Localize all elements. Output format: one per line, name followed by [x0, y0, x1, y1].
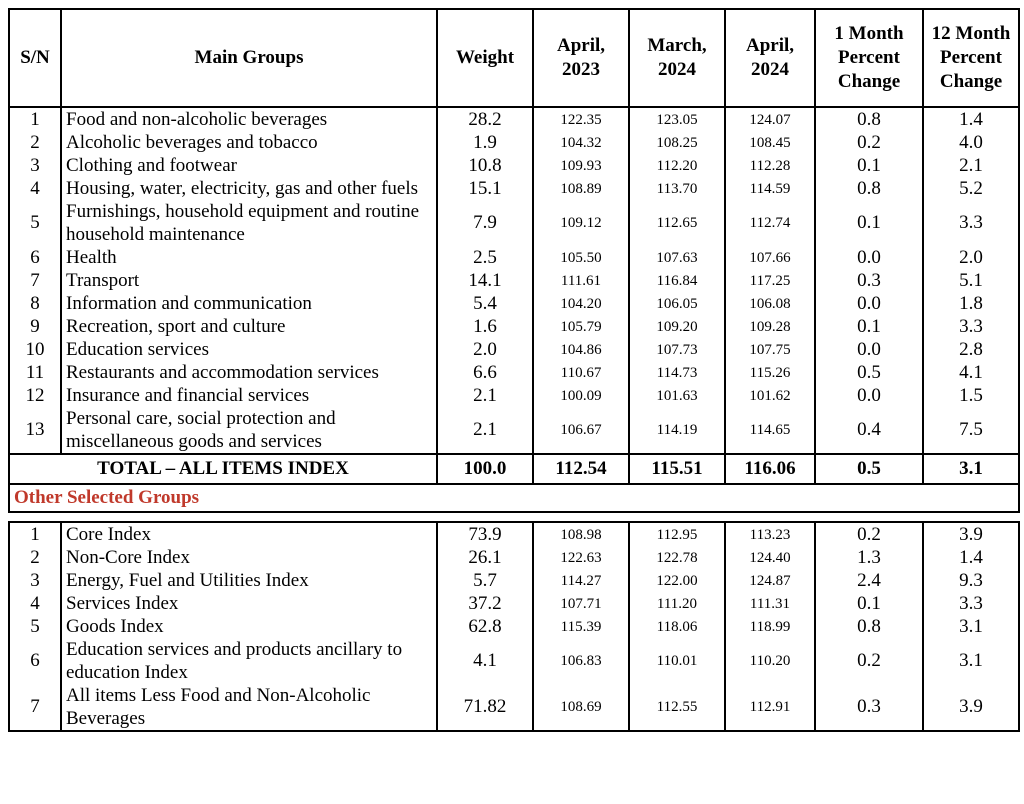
other-group-row — [9, 684, 1019, 731]
other-groups-title-row — [9, 484, 1019, 512]
row-group-name: Education services — [61, 338, 437, 361]
row-group-name: Personal care, social protection and miscellaneous goods and services — [61, 407, 437, 454]
row-march-2024: 114.19 — [629, 407, 725, 454]
row-group-name: Health — [61, 246, 437, 269]
row-1-month-change: 0.2 — [815, 131, 923, 154]
row-group-name: Food and non-alcoholic beverages — [61, 107, 437, 131]
other-group-row — [9, 522, 1019, 546]
row-weight: 2.1 — [437, 407, 533, 454]
row-12-month-change: 3.3 — [923, 592, 1019, 615]
row-12-month-change: 1.4 — [923, 546, 1019, 569]
cpi-table-frame — [8, 8, 1018, 796]
row-group-name: Housing, water, electricity, gas and other fuels — [61, 177, 437, 200]
row-12-month-change: 1.4 — [923, 107, 1019, 131]
main-group-row — [9, 407, 1019, 454]
row-1-month-change: 1.3 — [815, 546, 923, 569]
row-1-month-change: 0.1 — [815, 154, 923, 177]
row-sn: 11 — [9, 361, 61, 384]
row-weight: 2.5 — [437, 246, 533, 269]
row-april-2023: 100.09 — [533, 384, 629, 407]
row-1-month-change: 0.5 — [815, 361, 923, 384]
row-april-2024: 112.74 — [725, 200, 815, 246]
row-weight: 6.6 — [437, 361, 533, 384]
row-april-2024: 110.20 — [725, 638, 815, 684]
row-sn: 7 — [9, 684, 61, 731]
header-main-groups: Main Groups — [61, 9, 437, 107]
row-weight: 73.9 — [437, 522, 533, 546]
row-group-name: Services Index — [61, 592, 437, 615]
row-1-month-change: 0.4 — [815, 407, 923, 454]
header-weight: Weight — [437, 9, 533, 107]
row-group-name: Restaurants and accommodation services — [61, 361, 437, 384]
row-sn: 9 — [9, 315, 61, 338]
row-april-2023: 108.69 — [533, 684, 629, 731]
header-sn: S/N — [9, 9, 61, 107]
row-april-2023: 108.89 — [533, 177, 629, 200]
row-sn: 1 — [9, 522, 61, 546]
row-12-month-change: 3.9 — [923, 522, 1019, 546]
header-12-month-change: 12 Month Percent Change — [923, 9, 1019, 107]
row-1-month-change: 0.1 — [815, 200, 923, 246]
row-1-month-change: 0.1 — [815, 315, 923, 338]
row-12-month-change: 2.0 — [923, 246, 1019, 269]
row-april-2023: 104.32 — [533, 131, 629, 154]
row-march-2024: 112.55 — [629, 684, 725, 731]
row-1-month-change: 0.8 — [815, 107, 923, 131]
row-sn: 5 — [9, 200, 61, 246]
row-march-2024: 122.00 — [629, 569, 725, 592]
row-april-2023: 114.27 — [533, 569, 629, 592]
row-april-2023: 104.20 — [533, 292, 629, 315]
total-april-2024: 116.06 — [725, 454, 815, 484]
main-group-row — [9, 384, 1019, 407]
row-weight: 1.6 — [437, 315, 533, 338]
row-april-2023: 105.50 — [533, 246, 629, 269]
header-march-2024: March, 2024 — [629, 9, 725, 107]
total-12-month-change: 3.1 — [923, 454, 1019, 484]
row-april-2024: 115.26 — [725, 361, 815, 384]
row-sn: 4 — [9, 177, 61, 200]
row-12-month-change: 7.5 — [923, 407, 1019, 454]
row-april-2024: 111.31 — [725, 592, 815, 615]
row-april-2023: 109.12 — [533, 200, 629, 246]
total-1-month-change: 0.5 — [815, 454, 923, 484]
row-1-month-change: 0.3 — [815, 269, 923, 292]
header-1-month-change: 1 Month Percent Change — [815, 9, 923, 107]
row-weight: 7.9 — [437, 200, 533, 246]
row-april-2024: 114.59 — [725, 177, 815, 200]
row-1-month-change: 0.1 — [815, 592, 923, 615]
main-group-row — [9, 292, 1019, 315]
row-april-2024: 101.62 — [725, 384, 815, 407]
row-group-name: Goods Index — [61, 615, 437, 638]
row-group-name: All items Less Food and Non-Alcoholic Beverages — [61, 684, 437, 731]
main-groups-body — [9, 107, 1019, 454]
row-12-month-change: 3.1 — [923, 615, 1019, 638]
header-april-2023: April, 2023 — [533, 9, 629, 107]
other-group-row — [9, 569, 1019, 592]
row-1-month-change: 0.8 — [815, 177, 923, 200]
row-12-month-change: 1.8 — [923, 292, 1019, 315]
header-row — [9, 9, 1019, 107]
row-sn: 8 — [9, 292, 61, 315]
row-group-name: Non-Core Index — [61, 546, 437, 569]
row-12-month-change: 5.2 — [923, 177, 1019, 200]
row-sn: 6 — [9, 638, 61, 684]
row-12-month-change: 3.1 — [923, 638, 1019, 684]
row-april-2024: 112.28 — [725, 154, 815, 177]
row-april-2023: 115.39 — [533, 615, 629, 638]
row-april-2024: 108.45 — [725, 131, 815, 154]
other-group-row — [9, 546, 1019, 569]
row-april-2024: 124.40 — [725, 546, 815, 569]
row-1-month-change: 0.2 — [815, 638, 923, 684]
row-group-name: Recreation, sport and culture — [61, 315, 437, 338]
row-weight: 2.1 — [437, 384, 533, 407]
row-sn: 12 — [9, 384, 61, 407]
row-group-name: Furnishings, household equipment and routine household maintenance — [61, 200, 437, 246]
row-march-2024: 107.63 — [629, 246, 725, 269]
row-march-2024: 109.20 — [629, 315, 725, 338]
row-1-month-change: 0.0 — [815, 292, 923, 315]
row-march-2024: 112.20 — [629, 154, 725, 177]
row-12-month-change: 3.3 — [923, 315, 1019, 338]
row-april-2023: 106.83 — [533, 638, 629, 684]
row-april-2024: 107.75 — [725, 338, 815, 361]
row-march-2024: 122.78 — [629, 546, 725, 569]
row-march-2024: 106.05 — [629, 292, 725, 315]
row-march-2024: 110.01 — [629, 638, 725, 684]
main-group-row — [9, 131, 1019, 154]
row-weight: 15.1 — [437, 177, 533, 200]
row-sn: 3 — [9, 154, 61, 177]
row-weight: 26.1 — [437, 546, 533, 569]
row-12-month-change: 4.1 — [923, 361, 1019, 384]
row-12-month-change: 4.0 — [923, 131, 1019, 154]
row-march-2024: 112.95 — [629, 522, 725, 546]
row-weight: 5.4 — [437, 292, 533, 315]
row-12-month-change: 1.5 — [923, 384, 1019, 407]
total-march-2024: 115.51 — [629, 454, 725, 484]
header-april-2024: April, 2024 — [725, 9, 815, 107]
main-group-row — [9, 315, 1019, 338]
row-1-month-change: 0.3 — [815, 684, 923, 731]
row-april-2023: 111.61 — [533, 269, 629, 292]
row-april-2024: 113.23 — [725, 522, 815, 546]
row-april-2024: 118.99 — [725, 615, 815, 638]
row-1-month-change: 0.2 — [815, 522, 923, 546]
row-sn: 1 — [9, 107, 61, 131]
other-group-row — [9, 615, 1019, 638]
main-group-row — [9, 200, 1019, 246]
main-group-row — [9, 107, 1019, 131]
row-sn: 6 — [9, 246, 61, 269]
row-1-month-change: 0.0 — [815, 246, 923, 269]
total-weight: 100.0 — [437, 454, 533, 484]
row-april-2023: 109.93 — [533, 154, 629, 177]
row-march-2024: 113.70 — [629, 177, 725, 200]
spacer-cell — [9, 512, 1019, 522]
row-april-2024: 114.65 — [725, 407, 815, 454]
other-group-row — [9, 638, 1019, 684]
other-group-row — [9, 592, 1019, 615]
main-group-row — [9, 246, 1019, 269]
row-sn: 10 — [9, 338, 61, 361]
row-march-2024: 108.25 — [629, 131, 725, 154]
row-april-2024: 117.25 — [725, 269, 815, 292]
main-group-row — [9, 269, 1019, 292]
row-sn: 4 — [9, 592, 61, 615]
row-group-name: Alcoholic beverages and tobacco — [61, 131, 437, 154]
row-weight: 10.8 — [437, 154, 533, 177]
row-group-name: Clothing and footwear — [61, 154, 437, 177]
row-sn: 7 — [9, 269, 61, 292]
row-12-month-change: 3.9 — [923, 684, 1019, 731]
row-group-name: Energy, Fuel and Utilities Index — [61, 569, 437, 592]
row-april-2024: 106.08 — [725, 292, 815, 315]
row-sn: 5 — [9, 615, 61, 638]
row-weight: 2.0 — [437, 338, 533, 361]
row-weight: 14.1 — [437, 269, 533, 292]
row-april-2023: 107.71 — [533, 592, 629, 615]
total-april-2023: 112.54 — [533, 454, 629, 484]
row-april-2023: 108.98 — [533, 522, 629, 546]
row-march-2024: 112.65 — [629, 200, 725, 246]
total-row — [9, 454, 1019, 484]
row-group-name: Insurance and financial services — [61, 384, 437, 407]
row-weight: 28.2 — [437, 107, 533, 131]
row-weight: 1.9 — [437, 131, 533, 154]
row-sn: 2 — [9, 131, 61, 154]
row-1-month-change: 0.0 — [815, 338, 923, 361]
row-april-2024: 124.07 — [725, 107, 815, 131]
main-group-row — [9, 177, 1019, 200]
row-sn: 2 — [9, 546, 61, 569]
row-1-month-change: 0.0 — [815, 384, 923, 407]
row-weight: 4.1 — [437, 638, 533, 684]
row-april-2024: 112.91 — [725, 684, 815, 731]
row-group-name: Transport — [61, 269, 437, 292]
row-weight: 37.2 — [437, 592, 533, 615]
row-weight: 71.82 — [437, 684, 533, 731]
row-12-month-change: 2.8 — [923, 338, 1019, 361]
row-march-2024: 123.05 — [629, 107, 725, 131]
row-1-month-change: 0.8 — [815, 615, 923, 638]
row-april-2023: 106.67 — [533, 407, 629, 454]
other-groups-body — [9, 522, 1019, 731]
other-groups-title: Other Selected Groups — [9, 484, 1019, 512]
row-april-2024: 107.66 — [725, 246, 815, 269]
row-march-2024: 111.20 — [629, 592, 725, 615]
row-march-2024: 114.73 — [629, 361, 725, 384]
row-april-2023: 122.35 — [533, 107, 629, 131]
section-spacer — [9, 512, 1019, 522]
row-group-name: Information and communication — [61, 292, 437, 315]
row-april-2024: 124.87 — [725, 569, 815, 592]
row-12-month-change: 5.1 — [923, 269, 1019, 292]
cpi-table — [8, 8, 1020, 732]
row-sn: 13 — [9, 407, 61, 454]
row-group-name: Education services and products ancillary to education Index — [61, 638, 437, 684]
row-group-name: Core Index — [61, 522, 437, 546]
row-march-2024: 107.73 — [629, 338, 725, 361]
row-12-month-change: 3.3 — [923, 200, 1019, 246]
row-12-month-change: 2.1 — [923, 154, 1019, 177]
row-march-2024: 116.84 — [629, 269, 725, 292]
row-march-2024: 118.06 — [629, 615, 725, 638]
main-group-row — [9, 154, 1019, 177]
main-group-row — [9, 361, 1019, 384]
main-group-row — [9, 338, 1019, 361]
row-april-2023: 105.79 — [533, 315, 629, 338]
row-april-2023: 104.86 — [533, 338, 629, 361]
row-1-month-change: 2.4 — [815, 569, 923, 592]
row-april-2023: 110.67 — [533, 361, 629, 384]
row-sn: 3 — [9, 569, 61, 592]
row-12-month-change: 9.3 — [923, 569, 1019, 592]
row-weight: 5.7 — [437, 569, 533, 592]
total-label: TOTAL – ALL ITEMS INDEX — [9, 454, 437, 484]
row-weight: 62.8 — [437, 615, 533, 638]
row-march-2024: 101.63 — [629, 384, 725, 407]
row-april-2024: 109.28 — [725, 315, 815, 338]
row-april-2023: 122.63 — [533, 546, 629, 569]
